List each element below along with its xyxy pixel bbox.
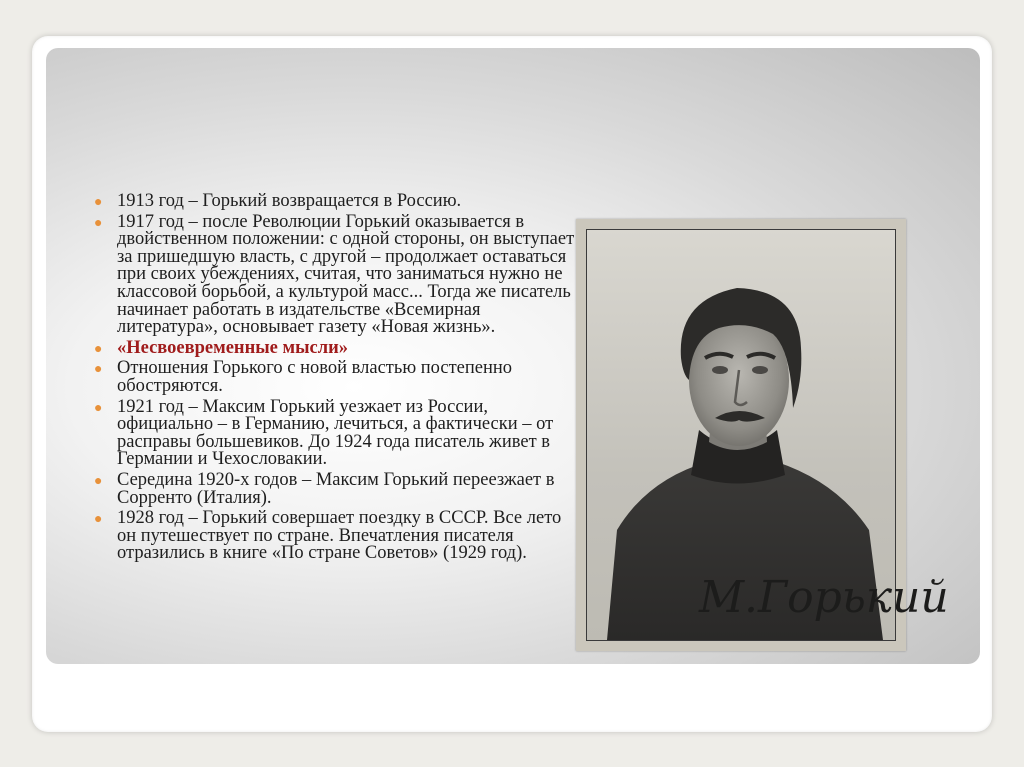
bullet-icon: ●: [94, 362, 103, 378]
bullet-list: [94, 191, 584, 566]
bullet-text: 1928 год – Горький совершает поездку в СССР. Все лето он путешествует по стране. Впечатления писателя отразились в книге «По стране Советов» (1929 год).: [117, 508, 562, 564]
bullet-item: [94, 191, 584, 211]
bullet-icon: ●: [94, 473, 103, 489]
bullet-text-emphasis: «Несвоевременные мысли»: [117, 337, 349, 358]
bullet-item: [94, 469, 584, 508]
bullet-text: 1921 год – Максим Горький уезжает из России, официально – в Германию, лечиться, а фактически – от расправы большевиков. До 1924 года писатель живет в Германии и Чехословакии.: [117, 396, 554, 470]
bullet-item: [94, 358, 584, 396]
bullet-icon: ●: [94, 341, 103, 357]
bullet-text: Отношения Горького с новой властью постепенно обостряются.: [117, 358, 513, 396]
portrait-frame: [576, 219, 949, 651]
slide-content-panel: [46, 48, 980, 664]
bullet-item: [94, 396, 584, 470]
portrait-photo-icon: [587, 230, 949, 640]
bullet-icon: ●: [94, 512, 103, 528]
portrait-photo: [586, 229, 949, 641]
bullet-item: [94, 211, 584, 338]
bullet-icon: ●: [94, 215, 103, 231]
signature-text: М.Горький: [699, 572, 949, 623]
bullet-icon: ●: [94, 195, 103, 210]
bullet-text: 1917 год – после Революции Горький оказывается в двойственном положении: с одной стороны, он выступает за пришедшую власть, с другой – продолжает оставаться при своих убеждениях, считая, что заниматься нужно не классовой борьбой, а культурой масс... Тогда же писатель начинает работать в издательстве «Всемирная литература», основывает газету «Новая жизнь».: [117, 211, 575, 338]
bullet-item: [94, 337, 584, 358]
bullet-icon: ●: [94, 400, 103, 416]
bullet-text: 1913 год – Горький возвращается в Россию.: [117, 191, 462, 211]
bullet-text: Середина 1920-х годов – Максим Горький переезжает в Сорренто (Италия).: [117, 469, 555, 508]
bullet-item: [94, 508, 584, 564]
